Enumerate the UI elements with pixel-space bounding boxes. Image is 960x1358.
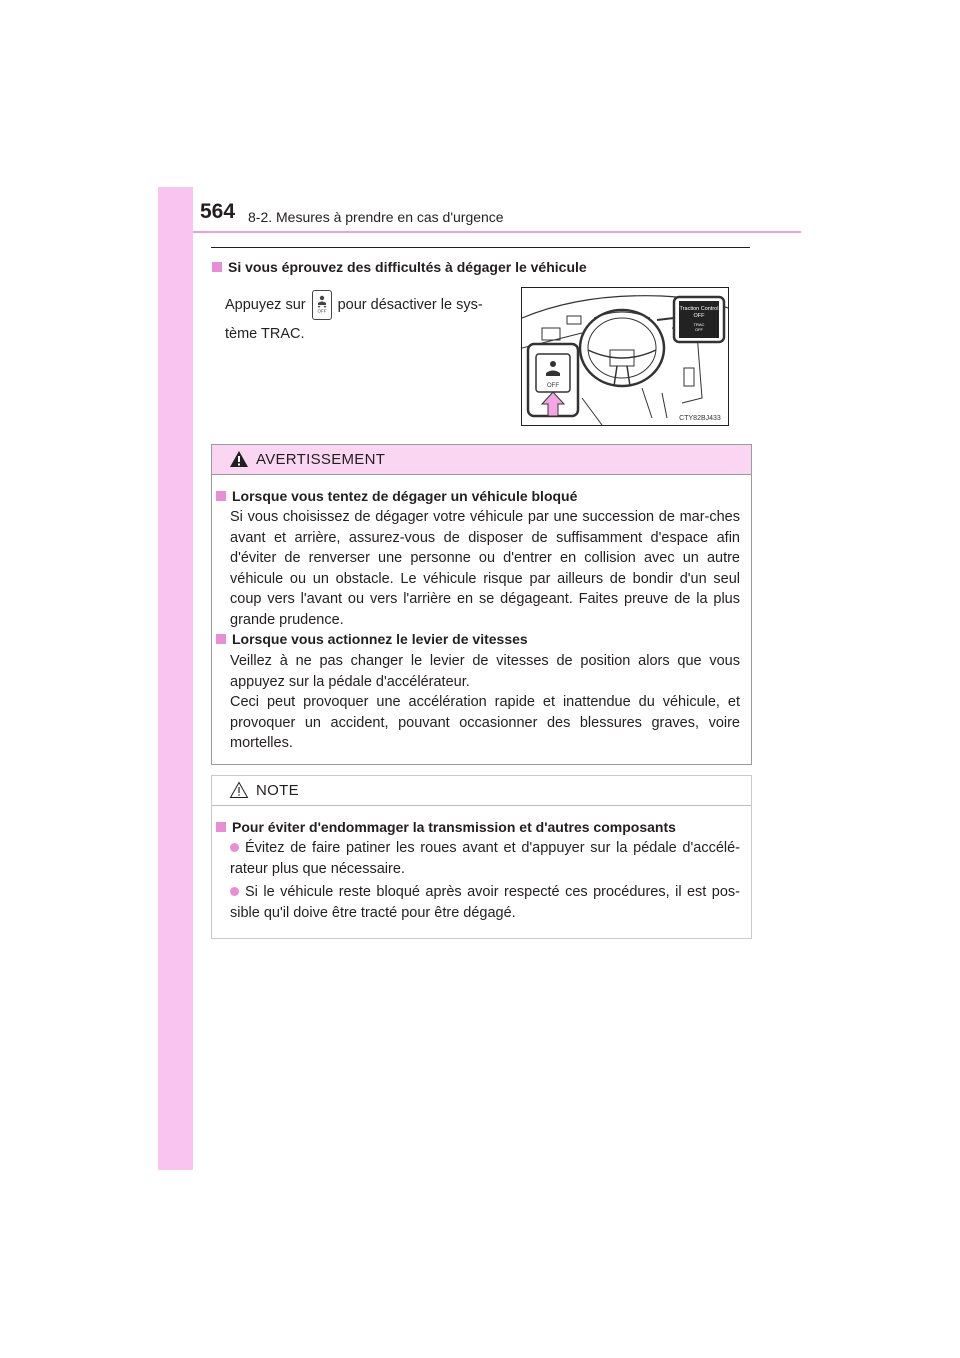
page-number: 564	[200, 200, 236, 223]
note-heading: Pour éviter d'endommager la transmission et d'autres composants	[216, 818, 676, 836]
note-title: NOTE	[256, 782, 299, 799]
warning-triangle-icon	[229, 450, 249, 468]
top-rule	[211, 247, 750, 248]
warning-item-heading: Lorsque vous actionnez le levier de vitesses	[216, 630, 528, 648]
note-box	[211, 775, 752, 939]
warning-title: AVERTISSEMENT	[256, 451, 386, 468]
figure-code: CTY82BJ433	[679, 415, 721, 422]
square-bullet-icon	[212, 262, 222, 272]
intro-heading: Si vous éprouvez des difficultés à dégager le véhicule	[212, 258, 587, 276]
dashboard-illustration	[521, 287, 729, 426]
display-line2: OFF	[693, 313, 705, 319]
warning-box	[211, 444, 752, 765]
intro-text: Appuyez sur OFF pour désactiver le sys- tème TRAC.	[225, 290, 505, 348]
note-header	[212, 776, 751, 806]
display-line3: TRAC	[693, 322, 705, 327]
display-line4: OFF	[695, 327, 703, 332]
header-rule	[193, 231, 801, 233]
warning-item-text: Si vous choisissez de dégager votre véhicule par une succession de mar-ches avant et arrière, assurez-vous de disposer de suffisamment d'espace afin d'éviter de renverser une personne ou d'entrer en collision avec un autre véhicule ou un obstacle. Le véhicule risque par ailleurs de bondir d'un seul coup vers l'avant ou vers l'arrière en se dégageant. Faites preuve de la plus grande prudence.	[230, 509, 740, 628]
square-bullet-icon	[216, 634, 226, 644]
circle-bullet-icon	[230, 887, 239, 896]
section-title: 8-2. Mesures à prendre en cas d'urgence	[248, 209, 504, 225]
caution-outline-icon	[229, 781, 249, 799]
trac-off-button-icon	[312, 290, 332, 320]
warning-item-text: Veillez à ne pas changer le levier de vitesses de position alors que vous appuyez sur la pédale d'accélérateur. Ceci peut provoquer une accélération rapide et inattendue du véhicule, et provoquer un accident, pouvant occasionner des blessures graves, voire mortelles.	[230, 653, 740, 751]
note-bullet: Si le véhicule reste bloqué après avoir respecté ces procédures, il est pos-sible qu'il doive être tracté pour être dégagé.	[230, 884, 740, 921]
svg-text:OFF: OFF	[317, 308, 327, 314]
square-bullet-icon	[216, 491, 226, 501]
side-band	[158, 187, 193, 1170]
warning-header	[212, 445, 751, 475]
button-label: OFF	[547, 383, 559, 389]
note-bullet: Évitez de faire patiner les roues avant et d'appuyer sur la pédale d'accélé-rateur plus que nécessaire.	[230, 840, 740, 877]
display-line1: Traction Control	[679, 306, 719, 312]
circle-bullet-icon	[230, 843, 239, 852]
square-bullet-icon	[216, 822, 226, 832]
warning-item-heading: Lorsque vous tentez de dégager un véhicule bloqué	[216, 487, 577, 505]
